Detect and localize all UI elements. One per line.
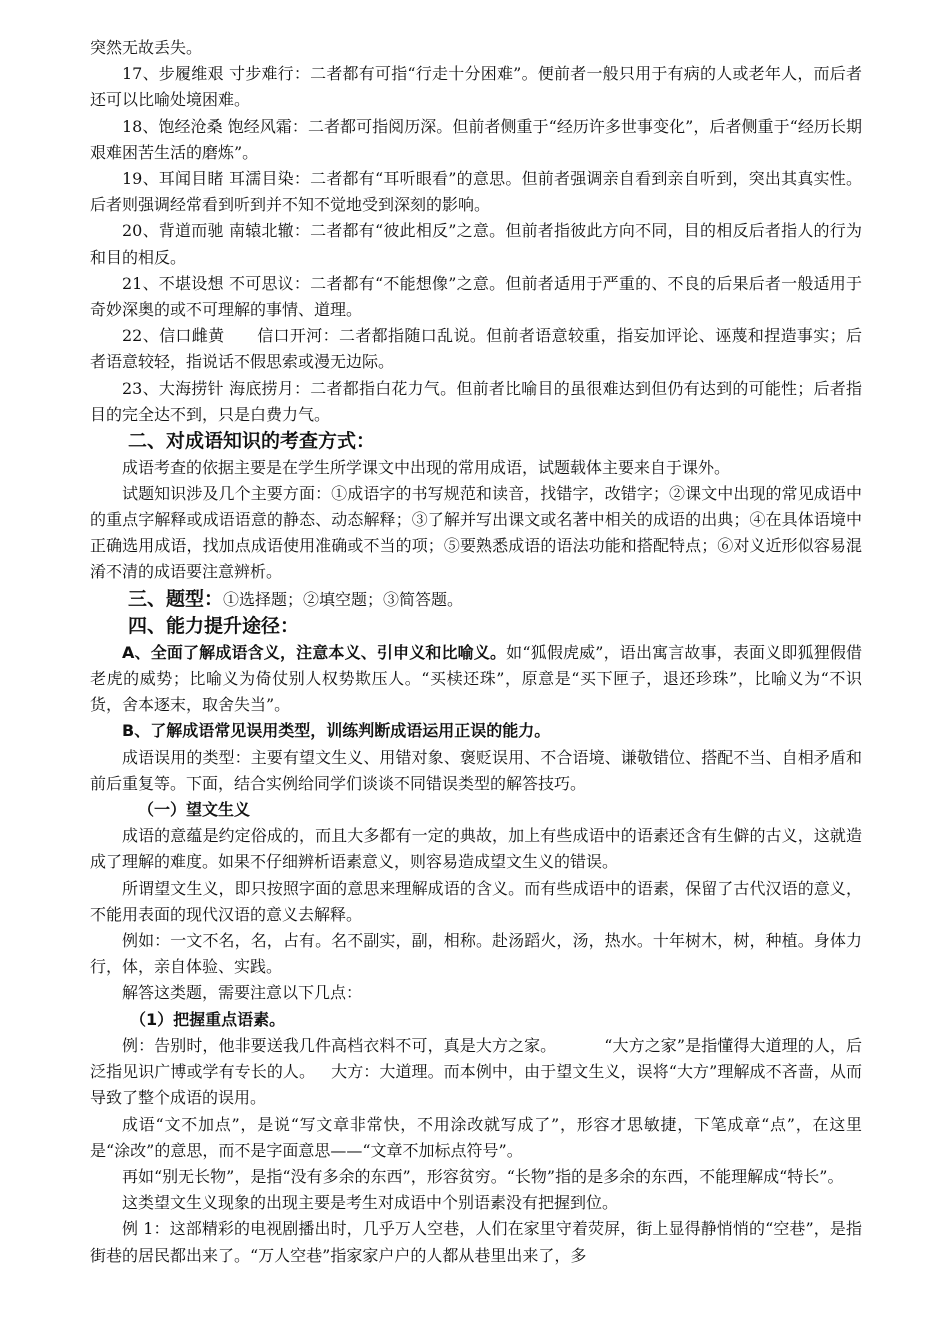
paragraph-biewuchangwu: 再如“别无长物”，是指“没有多余的东西”，形容贫穷。“长物”指的是多余的东西，不能理解成“特长”。 <box>122 1166 844 1186</box>
example-dafang-sentence: 例：告别时，他非要送我几件高档衣料不可，真是大方之家。 <box>122 1035 557 1055</box>
paragraph-answer-tips: 解答这类题，需要注意以下几点： <box>122 983 363 1003</box>
idiom-pair-23: 23、大海捞针 海底捞月：二者都指白花力气。但前者比喻目的虽很难达到但仍有达到的可能性；后者指目的完全达不到，只是白费力气。 <box>90 378 862 424</box>
subsection-heading-2: （1）把握重点语素。 <box>130 1009 286 1029</box>
paragraph-a-body: 如“狐假虎威”，语出寓言故事，表面义即狐狸假借老虎的威势；比喻义为倚仗别人权势欺压人。“买椟还珠”，原意是“买下匣子，退还珍珠”，比喻义为“不识货，舍本逐末，取舍失当”。 <box>90 642 862 715</box>
section-heading-3 <box>90 586 862 614</box>
example-dafang-meaning: “大方之家”是指懂得大道理的人，后泛指见识广博或学有专长的人。 <box>90 1035 862 1082</box>
section-heading-2: 二、对成语知识的考查方式： <box>128 430 376 453</box>
paragraph-error-types: 成语误用的类型：主要有望文生义、用错对象、褒贬误用、不合语境、谦敬错位、搭配不当、自相矛盾和前后重复等。下面，结合实例给同学们谈谈不同错误类型的解答技巧。 <box>90 747 862 793</box>
paragraph-basis: 成语考查的依据主要是在学生所学课文中出现的常用成语，试题载体主要来自于课外。 <box>122 457 731 477</box>
idiom-pair-18: 18、饱经沧桑 饱经风霜：二者都可指阅历深。但前者侧重于“经历许多世事变化”，后者侧重于“经历长期艰难困苦生活的磨炼”。 <box>90 116 862 162</box>
paragraph-examples: 例如：一文不名，名，占有。名不副实，副，相称。赴汤蹈火，汤，热水。十年树木，树，种植。身体力行，体，亲自体验、实践。 <box>90 931 862 977</box>
paragraph-b-heading: B、了解成语常见误用类型，训练判断成语运用正误的能力。 <box>122 721 551 741</box>
paragraph-continuation: 突然无故丢失。 <box>90 38 203 57</box>
paragraph-definition: 所谓望文生义，即只按照字面的意思来理解成语的含义。而有些成语中的语素，保留了古代汉语的意义，不能用表面的现代汉语的意义去解释。 <box>90 878 862 924</box>
section-heading-4: 四、能力提升途径： <box>128 615 300 638</box>
paragraph-a-heading: A、全面了解成语含义，注意本义、引申义和比喻义。 <box>122 642 507 662</box>
paragraph-example-dafang <box>90 1033 862 1112</box>
paragraph-meaning: 成语的意蕴是约定俗成的，而且大多都有一定的典故，加上有些成语中的语素还含有生僻的古义，这就造成了理解的难度。如果不仔细辨析语素意义，则容易造成望文生义的错误。 <box>90 826 862 872</box>
paragraph-cause: 这类望文生义现象的出现主要是考生对成语中个别语素没有把握到位。 <box>122 1193 619 1213</box>
section-heading-3-items: ①选择题；②填空题；③简答题。 <box>223 589 464 609</box>
paragraph-example-1: 例 1：这部精彩的电视剧播出时，几乎万人空巷，人们在家里守着荧屏，街上显得静悄悄的“空巷”，是指街巷的居民都出来了。“万人空巷”指家家户户的人都从巷里出来了，多 <box>90 1219 862 1265</box>
paragraph-b <box>90 718 862 744</box>
paragraph-wenbujiadian: 成语“文不加点”，是说“写文章非常快，不用涂改就写成了”，形容才思敏捷，下笔成章“点”，在这里是“涂改”的意思，而不是字面意思——“文章不加标点符号”。 <box>90 1114 862 1160</box>
idiom-pair-21: 21、不堪设想 不可思议：二者都有“不能想像”之意。但前者适用于严重的、不良的后果后者一般适用于奇妙深奥的或不可理解的事情、道理。 <box>90 273 862 320</box>
idiom-pair-20: 20、背道而驰 南辕北辙：二者都有“彼此相反”之意。但前者指彼此方向不同，目的相反后者指人的行为和目的相反。 <box>90 221 862 267</box>
subsection-heading-1: （一）望文生义 <box>138 800 251 820</box>
paragraph-a <box>90 640 862 719</box>
paragraph-scope: 试题知识涉及几个主要方面：①成语字的书写规范和读音，找错字，改错字；②课文中出现的常见成语中的重点字解释或成语语意的静态、动态解释；③了解并写出课文或名著中相关的成语的出典；④在具体语境中正确选用成语，找加点成语使用准确或不当的项；⑤要熟悉成语的语法功能和搭配特点；⑥对义近形似容易混淆不清的成语要注意辨析。 <box>90 483 862 582</box>
idiom-pair-19: 19、耳闻目睹 耳濡目染：二者都有“耳听眼看”的意思。但前者强调亲自看到亲自听到，突出其真实性。后者则强调经常看到听到并不知不觉地受到深刻的影响。 <box>90 169 862 215</box>
idiom-pair-22: 22、信口雌黄 信口开河：二者都指随口乱说。但前者语意较重，指妄加评论、诬蔑和捏造事实；后者语意较轻，指说话不假思索或漫无边际。 <box>90 326 862 372</box>
idiom-pair-17: 17、步履维艰 寸步难行：二者都有可指“行走十分困难”。便前者一般只用于有病的人或老年人，而后者还可以比喻处境困难。 <box>90 64 862 110</box>
section-heading-3-title: 三、题型： <box>128 587 224 610</box>
example-dafang-analysis: 大方：大道理。而本例中，由于望文生义，误将“大方”理解成不吝啬，从而导致了整个成语的误用。 <box>90 1062 862 1108</box>
